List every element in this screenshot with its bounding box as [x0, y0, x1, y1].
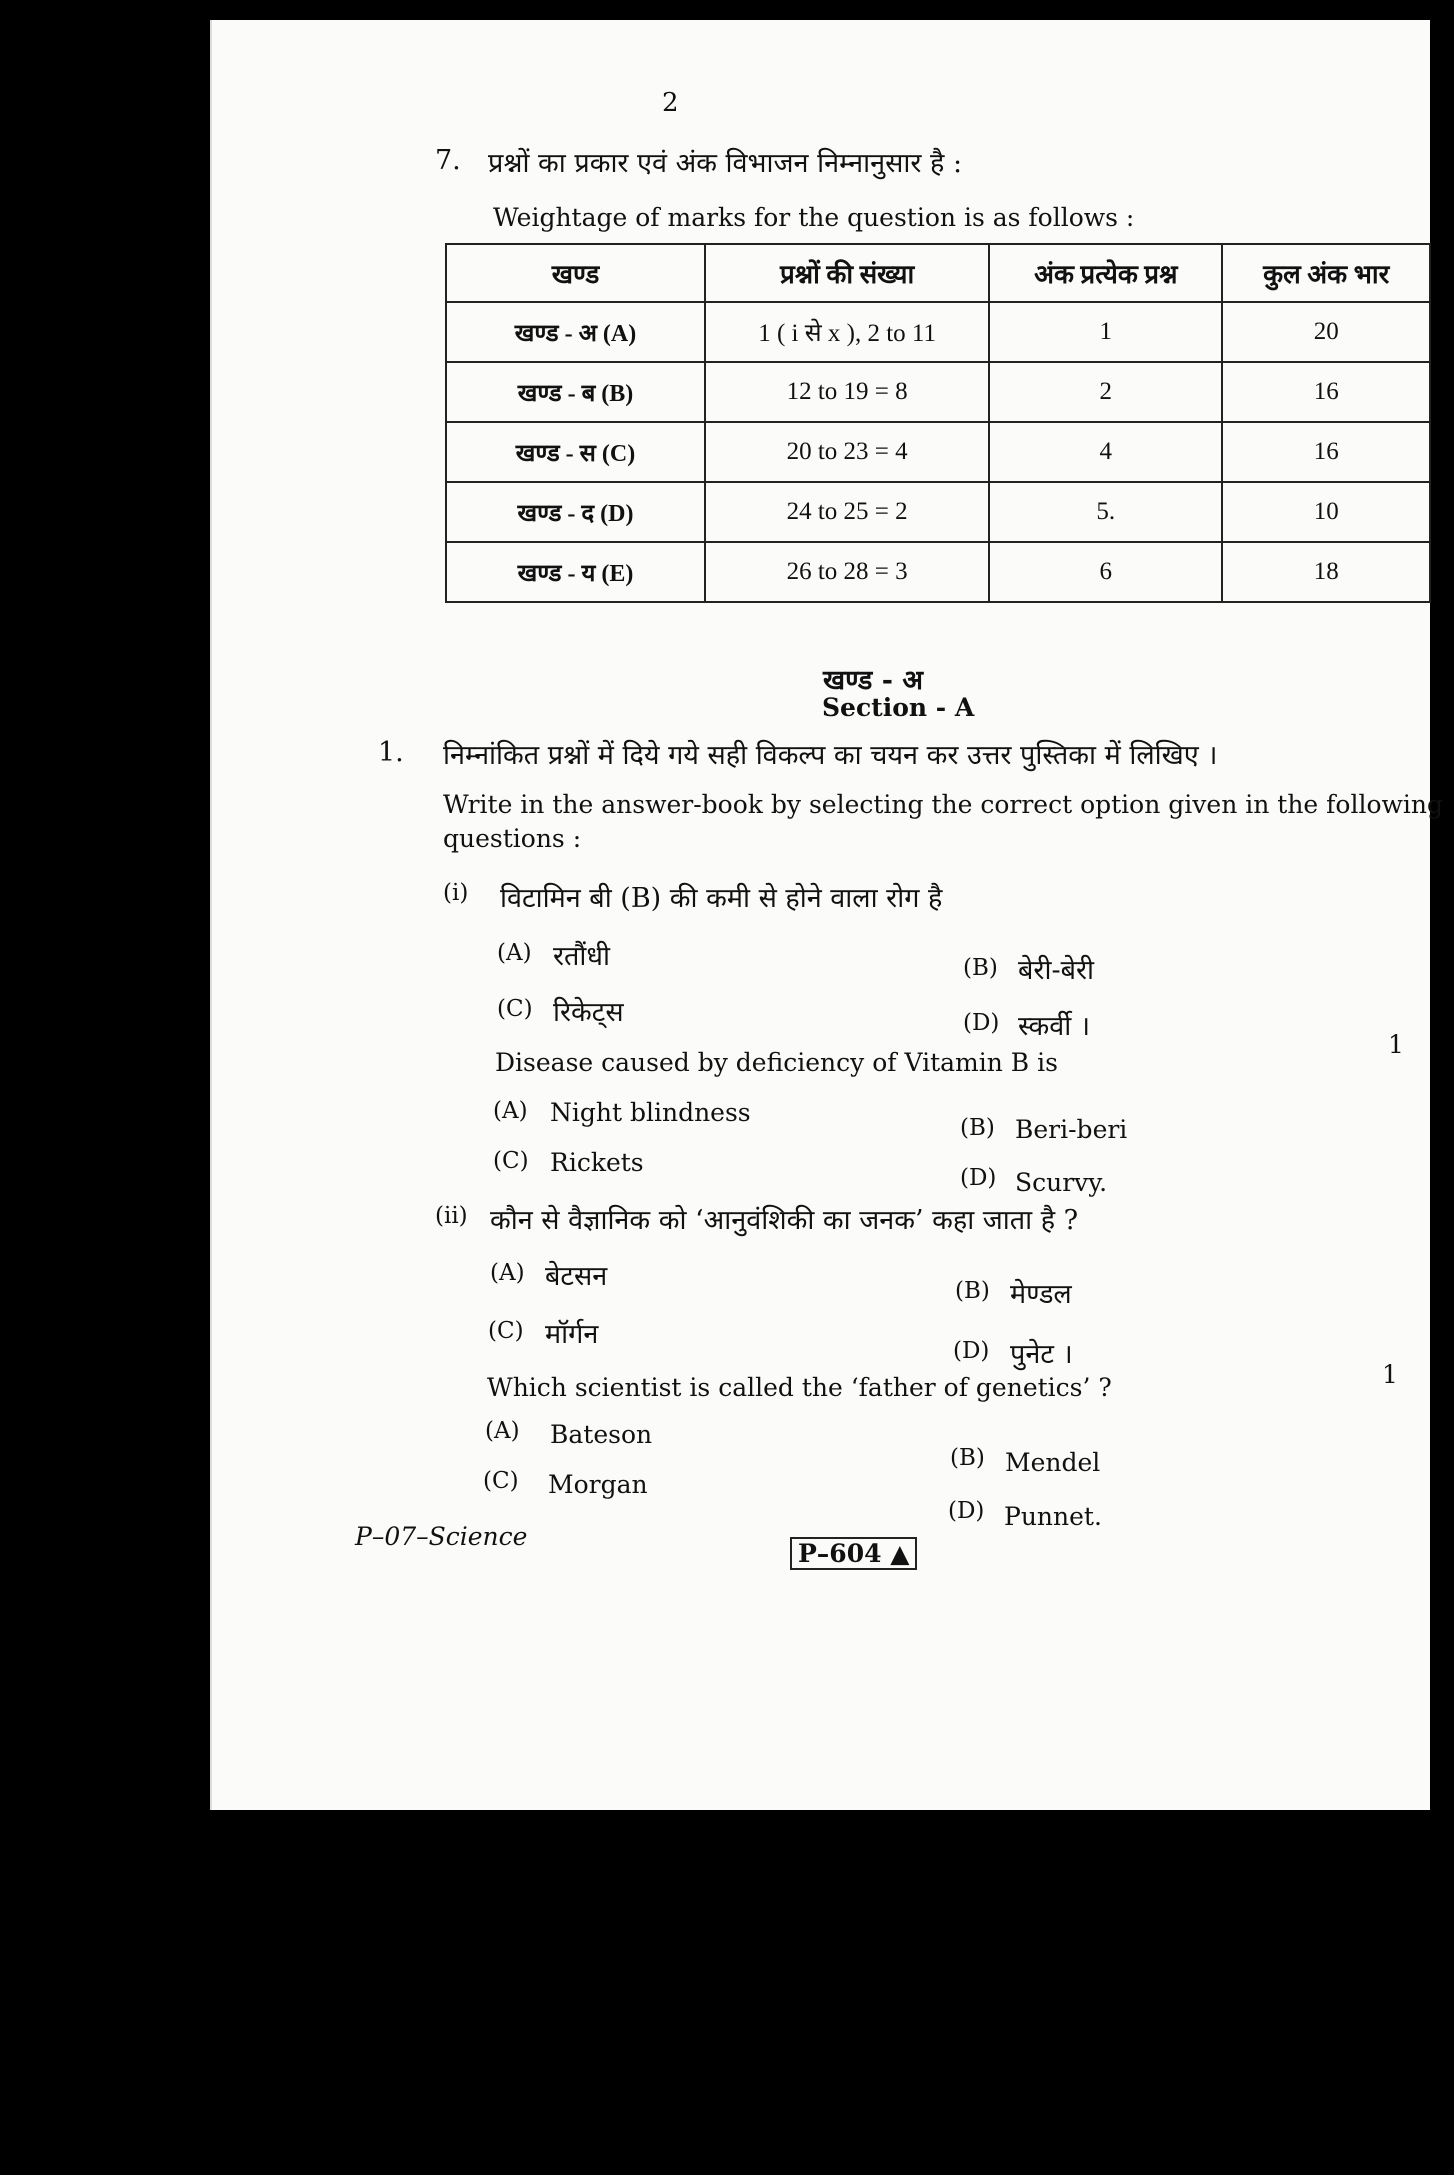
- option-label: (C): [497, 996, 533, 1022]
- option-text: Rickets: [550, 1148, 644, 1177]
- option-label: (B): [963, 955, 998, 981]
- cell-questions: 1 ( i से x ), 2 to 11: [705, 302, 989, 362]
- table-row: [446, 422, 1430, 482]
- option-label: (A): [485, 1418, 520, 1444]
- cell-total: 16: [1222, 422, 1430, 482]
- cell-total: 16: [1222, 362, 1430, 422]
- paper-code-text: P–604: [798, 1539, 882, 1568]
- triangle-icon: ▲: [890, 1539, 910, 1568]
- option-text: रतौंधी: [553, 941, 611, 972]
- option-label: (B): [950, 1445, 985, 1471]
- question-instruction-english-line2: questions :: [443, 824, 582, 853]
- option-label: (A): [490, 1260, 525, 1286]
- option-text: स्कर्वी ।: [1018, 1011, 1091, 1042]
- option-label: (D): [948, 1498, 985, 1524]
- option-label: (C): [483, 1468, 519, 1494]
- option-label: (B): [960, 1115, 995, 1141]
- cell-section: खण्ड - स (C): [446, 422, 705, 482]
- footer-paper-code: [790, 1537, 917, 1570]
- instruction-number: 7.: [435, 145, 461, 176]
- cell-questions: 24 to 25 = 2: [705, 482, 989, 542]
- option-label: (D): [963, 1010, 1000, 1036]
- table-row: [446, 302, 1430, 362]
- table-row: [446, 542, 1430, 602]
- col-header: प्रश्नों की संख्या: [705, 244, 989, 302]
- cell-marks-each: 6: [989, 542, 1222, 602]
- option-text: बेटसन: [545, 1261, 608, 1292]
- marks-value: 1: [1388, 1030, 1404, 1059]
- cell-questions: 26 to 28 = 3: [705, 542, 989, 602]
- subquestion-hindi: विटामिन बी (B) की कमी से होने वाला रोग है: [500, 883, 943, 914]
- cell-questions: 12 to 19 = 8: [705, 362, 989, 422]
- cell-total: 20: [1222, 302, 1430, 362]
- option-text: बेरी-बेरी: [1018, 955, 1095, 986]
- subquestion-english: Disease caused by deficiency of Vitamin B is: [495, 1048, 1058, 1077]
- table-row: [446, 362, 1430, 422]
- cell-marks-each: 4: [989, 422, 1222, 482]
- subquestion-label: (i): [443, 880, 469, 906]
- table-header-row: [446, 244, 1430, 302]
- option-label: (C): [488, 1318, 524, 1344]
- cell-section: खण्ड - द (D): [446, 482, 705, 542]
- section-heading-english: Section - A: [822, 693, 975, 722]
- subquestion-english: Which scientist is called the ‘father of genetics’ ?: [487, 1373, 1112, 1402]
- table-row: [446, 482, 1430, 542]
- page-number: 2: [662, 88, 679, 118]
- section-heading-hindi: खण्ड - अ: [823, 665, 923, 696]
- col-header: अंक प्रत्येक प्रश्न: [989, 244, 1222, 302]
- col-header: खण्ड: [446, 244, 705, 302]
- question-number: 1.: [378, 737, 404, 768]
- cell-marks-each: 1: [989, 302, 1222, 362]
- option-text: Punnet.: [1004, 1502, 1102, 1531]
- cell-section: खण्ड - अ (A): [446, 302, 705, 362]
- option-text: पुनेट ।: [1010, 1339, 1073, 1370]
- subquestion-hindi: कौन से वैज्ञानिक को ‘आनुवंशिकी का जनक’ कहा जाता है ?: [490, 1205, 1079, 1236]
- cell-marks-each: 5.: [989, 482, 1222, 542]
- option-text: Night blindness: [550, 1098, 751, 1127]
- option-text: Mendel: [1005, 1448, 1101, 1477]
- footer-subject-code: P–07–Science: [355, 1522, 528, 1551]
- cell-marks-each: 2: [989, 362, 1222, 422]
- instruction-hindi: प्रश्नों का प्रकार एवं अंक विभाजन निम्नानुसार है :: [488, 148, 963, 179]
- option-label: (C): [493, 1148, 529, 1174]
- option-text: Morgan: [548, 1470, 648, 1499]
- option-text: Beri-beri: [1015, 1115, 1128, 1144]
- question-instruction-english-line1: Write in the answer-book by selecting the correct option given in the following: [443, 790, 1444, 819]
- option-text: Bateson: [550, 1420, 653, 1449]
- option-text: मेण्डल: [1010, 1279, 1072, 1310]
- option-text: मॉर्गन: [545, 1319, 599, 1350]
- question-instruction-hindi: निम्नांकित प्रश्नों में दिये गये सही विकल्प का चयन कर उत्तर पुस्तिका में लिखिए ।: [443, 740, 1218, 771]
- cell-total: 10: [1222, 482, 1430, 542]
- instruction-english: Weightage of marks for the question is as follows :: [493, 203, 1135, 232]
- option-label: (A): [493, 1098, 528, 1124]
- option-label: (B): [955, 1278, 990, 1304]
- col-header: कुल अंक भार: [1222, 244, 1430, 302]
- option-label: (D): [953, 1338, 990, 1364]
- marks-value: 1: [1382, 1360, 1398, 1389]
- option-label: (D): [960, 1165, 997, 1191]
- cell-questions: 20 to 23 = 4: [705, 422, 989, 482]
- option-label: (A): [497, 940, 532, 966]
- cell-total: 18: [1222, 542, 1430, 602]
- option-text: Scurvy.: [1015, 1168, 1108, 1197]
- option-text: रिकेट्स: [553, 997, 624, 1028]
- cell-section: खण्ड - य (E): [446, 542, 705, 602]
- marks-table: [445, 243, 1431, 603]
- subquestion-label: (ii): [435, 1203, 468, 1229]
- cell-section: खण्ड - ब (B): [446, 362, 705, 422]
